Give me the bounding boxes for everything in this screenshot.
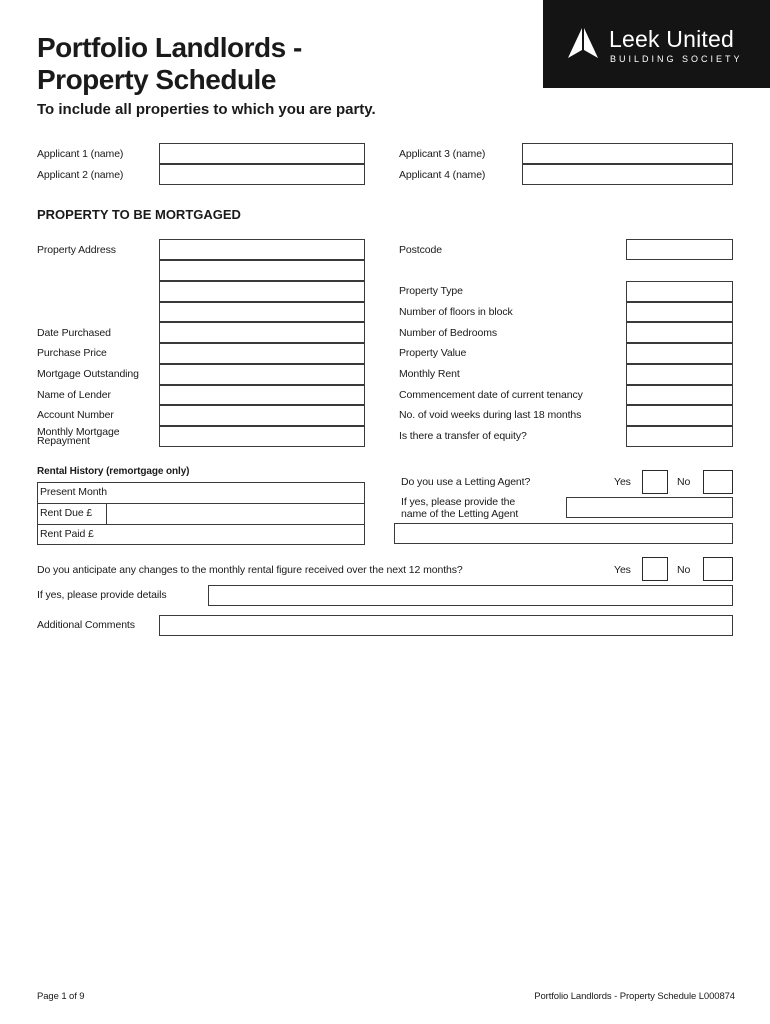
- letting-agent-name-field[interactable]: [566, 497, 733, 518]
- details-label: If yes, please provide details: [37, 589, 167, 601]
- applicant1-label: Applicant 1 (name): [37, 148, 124, 160]
- address-line1-field[interactable]: [159, 239, 365, 260]
- mortgage-outstanding-field[interactable]: [159, 364, 365, 385]
- void-weeks-label: No. of void weeks during last 18 months: [399, 409, 582, 421]
- monthly-repayment-label-line1: Monthly Mortgage: [37, 426, 120, 438]
- applicant4-field[interactable]: [522, 164, 733, 185]
- applicant2-field[interactable]: [159, 164, 365, 185]
- comments-field[interactable]: [159, 615, 733, 636]
- rental-history-title: Rental History (remortgage only): [37, 466, 190, 477]
- page-title-line2: Property Schedule: [37, 64, 276, 95]
- property-value-field[interactable]: [626, 343, 733, 364]
- property-type-label: Property Type: [399, 285, 463, 297]
- purchase-price-label: Purchase Price: [37, 347, 107, 359]
- commencement-label: Commencement date of current tenancy: [399, 389, 583, 401]
- page-number: Page 1 of 9: [37, 991, 85, 1002]
- leek-logo-icon: [568, 26, 608, 60]
- bedrooms-field[interactable]: [626, 322, 733, 343]
- rental-changes-question: Do you anticipate any changes to the monthly rental figure received over the next 12 months?: [37, 564, 463, 576]
- property-type-field[interactable]: [626, 281, 733, 302]
- account-number-label: Account Number: [37, 409, 114, 421]
- section-title: PROPERTY TO BE MORTGAGED: [37, 207, 241, 222]
- page-subtitle: To include all properties to which you are party.: [37, 101, 376, 118]
- rent-due-field[interactable]: [106, 503, 365, 524]
- applicant4-label: Applicant 4 (name): [399, 169, 486, 181]
- applicant1-field[interactable]: [159, 143, 365, 164]
- comments-label: Additional Comments: [37, 619, 135, 631]
- commencement-field[interactable]: [626, 385, 733, 405]
- monthly-repayment-label-line2: Repayment: [37, 435, 90, 447]
- floors-field[interactable]: [626, 302, 733, 322]
- transfer-equity-label: Is there a transfer of equity?: [399, 430, 527, 442]
- floors-label: Number of floors in block: [399, 306, 513, 318]
- monthly-rent-label: Monthly Rent: [399, 368, 460, 380]
- document-reference: Portfolio Landlords - Property Schedule L000874: [534, 991, 735, 1002]
- monthly-repayment-field[interactable]: [159, 426, 365, 447]
- address-line4-field[interactable]: [159, 302, 365, 322]
- void-weeks-field[interactable]: [626, 405, 733, 426]
- transfer-equity-field[interactable]: [626, 426, 733, 447]
- property-address-label: Property Address: [37, 244, 116, 256]
- logo: [543, 0, 770, 88]
- mortgage-outstanding-label: Mortgage Outstanding: [37, 368, 139, 380]
- account-number-field[interactable]: [159, 405, 365, 426]
- applicant3-field[interactable]: [522, 143, 733, 164]
- letting-agent-yes-checkbox[interactable]: [642, 470, 668, 494]
- applicant3-label: Applicant 3 (name): [399, 148, 486, 160]
- letting-agent-no-checkbox[interactable]: [703, 470, 733, 494]
- changes-yes-label: Yes: [614, 564, 631, 576]
- letting-agent-no-label: No: [677, 476, 691, 488]
- rent-paid-field[interactable]: [106, 524, 365, 545]
- letting-agent-extra-field[interactable]: [394, 523, 733, 544]
- purchase-price-field[interactable]: [159, 343, 365, 364]
- address-line3-field[interactable]: [159, 281, 365, 302]
- changes-no-label: No: [677, 564, 691, 576]
- postcode-label: Postcode: [399, 244, 442, 256]
- rent-due-label: Rent Due £: [40, 507, 93, 519]
- letting-agent-question: Do you use a Letting Agent?: [401, 476, 531, 488]
- monthly-rent-field[interactable]: [626, 364, 733, 385]
- postcode-field[interactable]: [626, 239, 733, 260]
- details-field[interactable]: [208, 585, 733, 606]
- rent-paid-label: Rent Paid £: [40, 528, 94, 540]
- changes-no-checkbox[interactable]: [703, 557, 733, 581]
- letting-agent-yes-label: Yes: [614, 476, 631, 488]
- address-line2-field[interactable]: [159, 260, 365, 281]
- page-title-line1: Portfolio Landlords -: [37, 32, 302, 63]
- applicant2-label: Applicant 2 (name): [37, 169, 124, 181]
- present-month-label: Present Month: [40, 486, 107, 498]
- logo-name: Leek United: [609, 26, 734, 52]
- logo-tagline: BUILDING SOCIETY: [610, 54, 743, 64]
- date-purchased-field[interactable]: [159, 322, 365, 343]
- letting-agent-name-label-line1: If yes, please provide the: [401, 496, 516, 508]
- property-value-label: Property Value: [399, 347, 467, 359]
- bedrooms-label: Number of Bedrooms: [399, 327, 497, 339]
- name-of-lender-field[interactable]: [159, 385, 365, 405]
- changes-yes-checkbox[interactable]: [642, 557, 668, 581]
- date-purchased-label: Date Purchased: [37, 327, 111, 339]
- name-of-lender-label: Name of Lender: [37, 389, 111, 401]
- letting-agent-name-label-line2: name of the Letting Agent: [401, 508, 519, 520]
